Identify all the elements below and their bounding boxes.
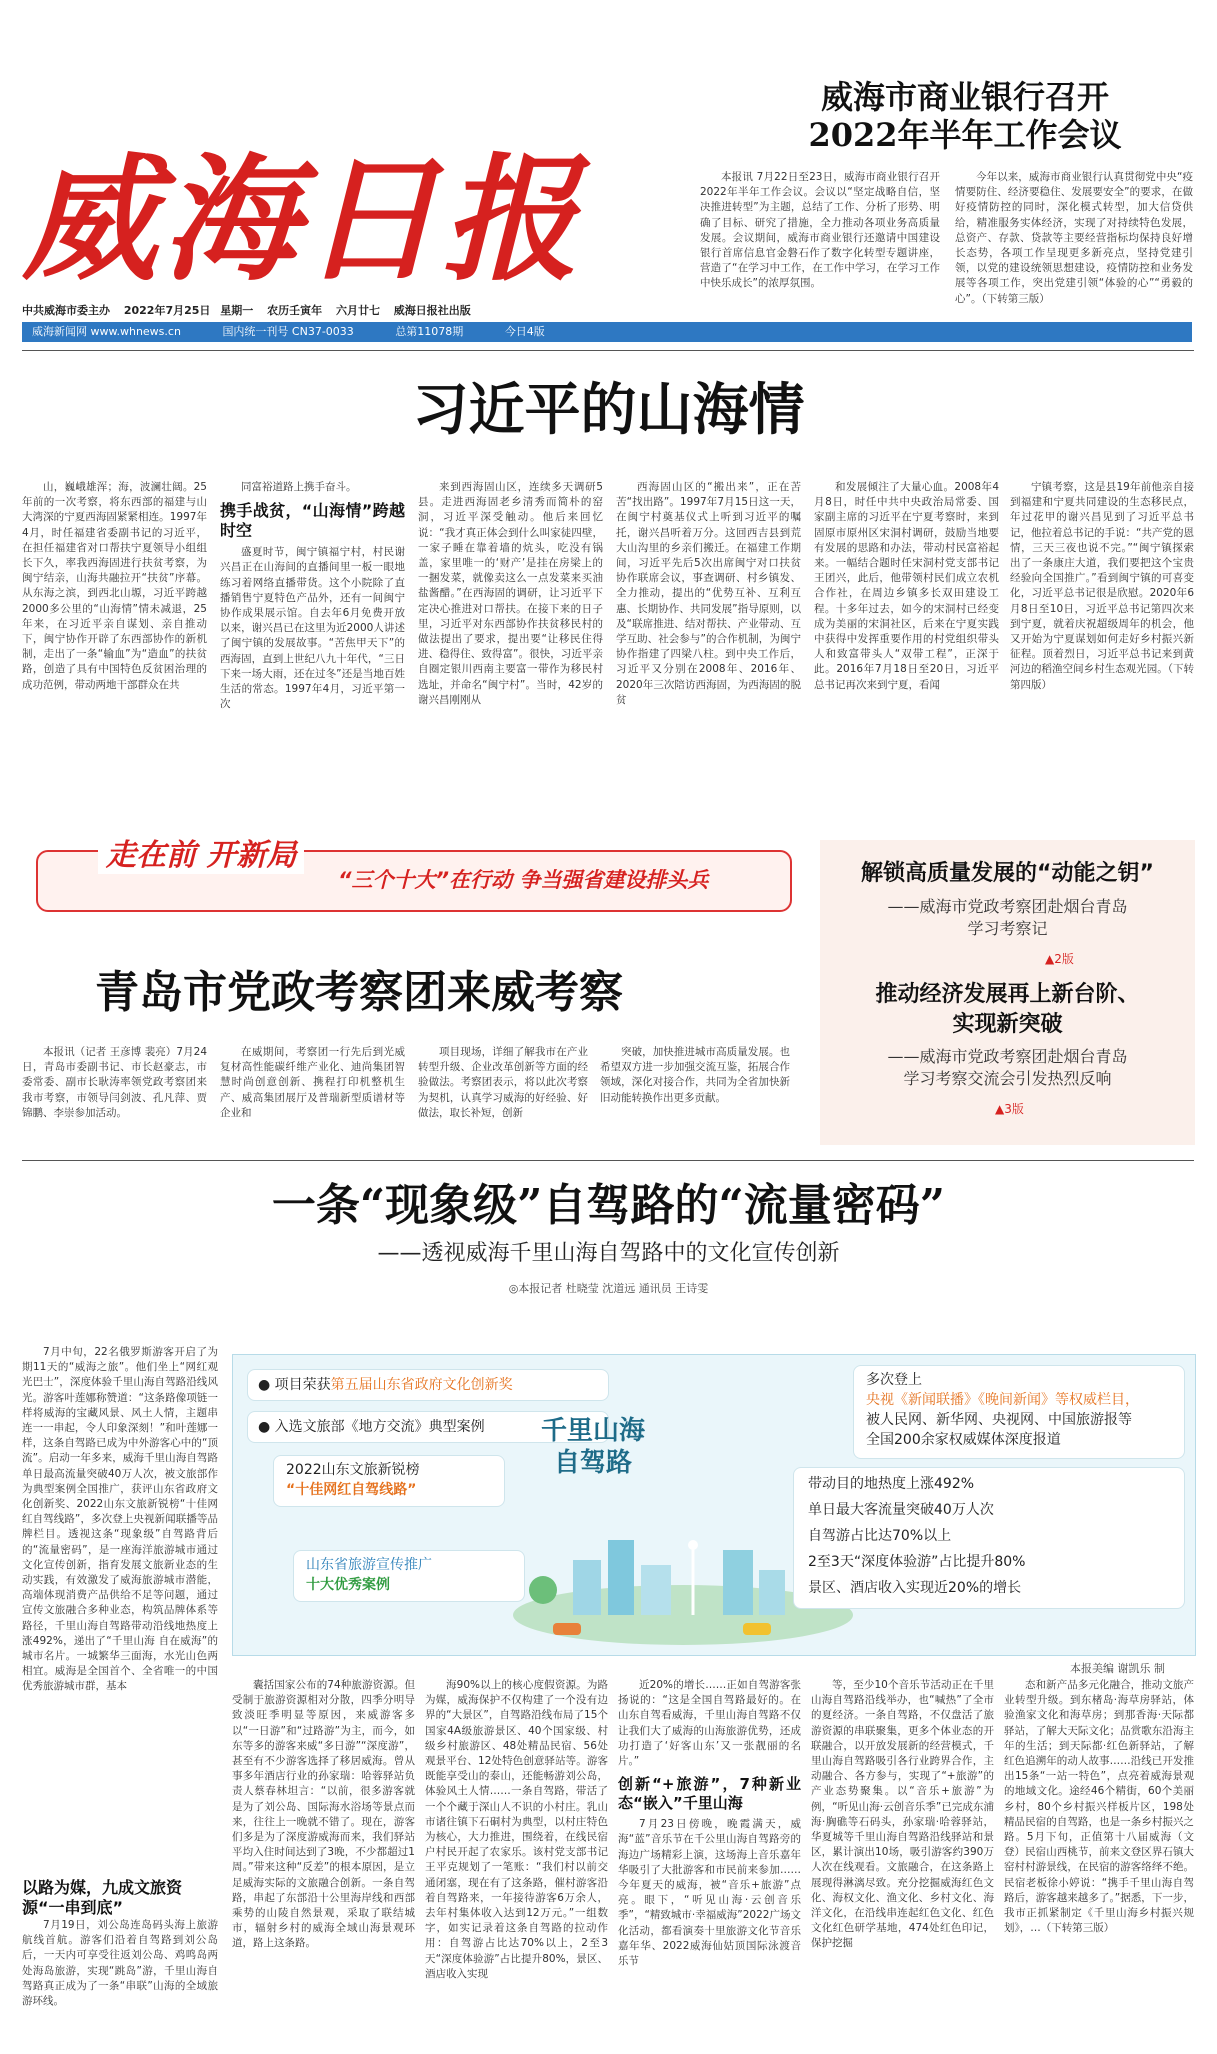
masthead-logo [22, 140, 587, 300]
info-tag-ranking-line1: 2022山东文旅新锐榜 [286, 1462, 420, 1478]
selfdrive-text-1: 囊括国家公布的74种旅游资源。但受制于旅游资源相对分散，四季分明导致淡旺季明显等原因，来威游客多以“一日游”和“过路游”为主，而今，如东等多的游客来威“多日游”“深度游”，甚至有不少游客选择了移居威海。曾从事多年酒店行业的孙家瑞：哈蓉驿站负责人蔡春林坦言：“以前，很多游客就是为了刘公岛、国际海水浴场等景点而来，往往上一晚就不错了。现在，游客们多是为了深度游威海而来，我们驿站平均入住时间达到了3晚，不少都超过1周。”带来这种“反差”的根本原因，是立足威海实际的文旅融合创新。一条自驾路，串起了东部沿十公里海岸线和西部乘势的山陵自然景观，采取了联结城市，辐射乡村的威海全域山海景观环道，路上这条路。 [232, 1679, 415, 1950]
selfdrive-left-text: 7月中旬，22名俄罗斯游客开启了为期11天的“威海之旅”。他们坐上“网红观光巴士”，深度体验千里山海自驾路沿线风光。游客叶莲娜称赞道：“这条路像项链一样将威海的宝藏风景、风土人情，主题串连一一串起，令人印象深刻！”和叶莲娜一样，这条自驾路已成为中外游客心中的“顶流”。启动一年多来，威海千里山海自驾路单日最高流量突破40万人次，被文旅部作为典型案例全国推广，获评山东省政府文化创新奖、2022山东文旅新锐榜“十佳网红自驾线路”，多次登上央视新闻联播等品牌栏目。透视这条“现象级”自驾路背后的“流量密码”，是一座海洋旅游城市通过文化宣传创新，指育发展文旅新业态的生动实践，有效激发了威海旅游城市潜能，高端体现消费产品供给不足等问题，通过宣传文旅融合多种业态，构筑品牌体系等路径，千里山海自驾路带动沿线地热度上涨492%，递出了“千里山海 自在威海”的城市名片。一城繁华三面海，水光山色两相宜。威海是全国首个、全省唯一的中国优秀旅游城市群，基本 [22, 1346, 218, 1693]
info-media-head: 多次登上 [866, 1372, 922, 1388]
info-media-line2: 被人民网、新华网、央视网、中国旅游报等 [866, 1412, 1132, 1428]
selfdrive-column-3 [618, 1678, 801, 2048]
feature-column-3 [418, 480, 603, 800]
publisher: 中共威海市委主办 [22, 304, 110, 317]
feature-headline: 习近平的山海情 [412, 377, 805, 443]
qingdao-column-1 [22, 1045, 207, 1145]
info-tag-promo-line1: 山东省旅游宣传推广 [306, 1557, 432, 1573]
selfdrive-column-1 [232, 1678, 415, 2048]
selfdrive-text-3a: 近20%的增长……正如自驾游客张扬说的：“这是全国自驾路最好的。在山东自驾看威海，千里山海自驾路不仅让我们大了威海的山海旅游优势，还成功打造了‘好客山东’又一张靓丽的名片。” [618, 1679, 801, 1768]
info-media-box [853, 1365, 1185, 1459]
info-center-title [533, 1415, 653, 1505]
website-link[interactable]: 威海新闻网 www.whnews.cn [32, 325, 181, 338]
divider [22, 350, 1194, 351]
banner-right-text: “三个十大”在行动 争当强省建设排头兵 [338, 868, 709, 892]
page-count: 今日4版 [504, 325, 545, 338]
info-tag-ranking [273, 1455, 505, 1507]
feature-text-1: 山，巍峨雄浑；海，波澜壮阔。25年前的一次考察，将东西部的福建与山大湾深的宁夏西海固紧紧相连。1997年4月，时任福建省委副书记的习近平，在担任福建省对口帮扶宁夏领导小组组长下久，率我西海固进行扶贫考察，为闽宁结亲，山海共融拉开“扶贫”序幕。从东海之滨，到西北山塬，习近平跨越2000多公里的“山海情”情未减退，25年来，在习近平亲自谋划、亲自推动下，闽宁协作开辟了东西部协作的新机制，走出了一条“输血”为“造血”的扶贫路，创造了具有中国特色反贫困治理的成功范例，带动两地干部群众在共 [22, 481, 207, 691]
feature-continued: （下转第四版） [1010, 663, 1194, 691]
divider [22, 1160, 1194, 1161]
feature-column-1 [22, 480, 207, 800]
info-stat-2: 单日最大客流量突破40万人次 [808, 1502, 994, 1518]
selfdrive-byline: ◎本报记者 杜晓莹 沈道远 通讯员 王诗雯 [508, 1282, 709, 1295]
feature-column-2 [220, 480, 405, 800]
feature-text-6: 宁镇考察，这是县19年前他亲自接到福建和宁夏共同建设的生态移民点，年过花甲的谢兴昌见到了习近平总书记，他拉着总书记的手说：“共产党的恩情，三天三夜也说不完。”“闽宁镇探索出了一条康庄大道，我们要把这个宝贵经验向全国推广。”看到闽宁镇的可喜变化，习近平总书记很是欣慰。2020年6月8日至10日，习近平总书记第四次来到宁夏，就着庆祝超级周年的机会，他又开始为宁夏谋划如何走好乡村振兴新征程。顶着烈日，习近平总书记来到黄河边的稻渔空间乡村生态观光园。 [1010, 481, 1194, 676]
issue-number: 总第11078期 [395, 325, 464, 338]
masthead-char-4: 报 [442, 140, 578, 300]
feature-column-5 [814, 480, 999, 800]
selfdrive-text-3b: 7月23日傍晚，晚霞满天，威海“蓝”音乐节在千公里山海自驾路旁的海边广场精彩上演，这场海上音乐嘉年华吸引了大批游客和市民前来参加……今年夏天的威海，被“音乐+旅游”点亮。眼下，“听见山海·云创音乐季”，“精致城市·幸福威海”2022广场文化活动，都看演奏十里旅游文化节音乐嘉年华、2022威海仙姑顶国际泳渡音乐节 [618, 1818, 801, 1968]
sidebar-item1-page[interactable]: ▲2版 [1045, 952, 1074, 966]
selfdrive-column-2 [425, 1678, 608, 2048]
issn-code: 国内统一刊号 CN37-0033 [222, 325, 354, 338]
feature-text-3: 来到西海固山区，连续多天调研5县。走进西海固老乡清秀而简朴的窑洞，习近平深受触动。他后来回忆说：“我才真正体会到什么叫家徒四壁，一家子睡在靠着墙的炕头，吃没有锅盖，家里唯一的‘财产’是挂在房梁上的一捆发菜，就像卖这么一点发菜来买油盐酱醋。”在西海固的调研，让习近平下定决心推进对口帮扶。在接下来的日子里，习近平对东西部协作扶贫移民村的做法提出了要求，提出要“让移民住得进、稳得住、致得富”。很快，习近平亲自圈定银川西南主要富一带作为移民村选址，并命名“闽宁村”。当时，42岁的谢兴昌刚刚从 [418, 481, 603, 706]
feature-column-6 [1010, 480, 1194, 800]
info-media-line1: 央视《新闻联播》《晚间新闻》等权威栏目， [866, 1392, 1139, 1408]
qingdao-column-4 [600, 1045, 790, 1145]
feature-column-4 [616, 480, 801, 800]
sidebar-item2-title-line2: 实现新突破 [952, 1012, 1063, 1037]
sidebar-item2-subtitle [820, 1046, 1195, 1090]
banner-left-text: 走在前 开新局 [98, 838, 304, 874]
info-tag-promo-line2: 十大优秀案例 [306, 1577, 390, 1593]
feature-text-5: 和发展倾注了大量心血。2008年4月8日，时任中共中央政治局常委、国家副主席的习近平在宁夏考察时，来到固原市原州区宋洞村调研，鼓励当地要有发展的思路和办法，带动村民富裕起来。一幅结合题时任宋洞村党支部书记王团兴，此后，他带领村民们成立农机合作社，在周边乡镇多长双田建设工程。十多年过去，如今的宋洞村已经变成为美丽的宋洞社区，后来在宁夏实践中获得中发挥重要作用的村党组织带头人和致富带头人“双带工程”，正深于此。2016年7月18日至20日，习近平总书记再次来到宁夏，看闻 [814, 481, 999, 691]
info-stat-3: 自驾游占比达70%以上 [808, 1528, 952, 1544]
top-story-headline-line2: 2022年半年工作会议 [808, 116, 1122, 154]
info-stat-4: 2至3天“深度体验游”占比提升80% [808, 1554, 1026, 1570]
info-media-line3: 全国200余家权威媒体深度报道 [866, 1432, 1061, 1448]
masthead-info-bar [22, 302, 562, 318]
top-story-column-2 [955, 170, 1193, 320]
info-tag-award [247, 1369, 609, 1401]
info-tag-case-text: ● 入选文旅部《地方交流》典型案例 [258, 1419, 485, 1435]
info-tag-award-pre: 项目荣获 [274, 1377, 331, 1393]
qingdao-column-2 [220, 1045, 405, 1145]
press-name: 威海日报社出版 [393, 304, 471, 317]
info-tag-case-label: 入选文旅部《地方交流》典型案例 [274, 1419, 485, 1435]
selfdrive-text-2: 海90%以上的核心度假资源。为路为媒，威海保护不仅构建了一个没有边界的“大景区”，自驾路沿线布局了15个国家4A级旅游景区、40个国家级、村级乡村旅游区、48处精品民宿、56处观景平台、12处特色创意驿站等。游客既能享受山的泰山，还能畅游刘公岛，体验风土人情……一条自驾路，带活了一个个藏于深山人不识的小村庄。乳山市诸往镇下石硐村为典型，以村庄特色为核心，大力推进，围绕着，在线民宿户村民开起了农家乐。该村党支部书记王平克规划了一笔账：“我们村以前交通闭塞，现在有了这条路，催村游客沿着自驾路来，一年接待游客6万余人，去年村集体收入达到12万元。”一组数字，如实记录着这条自驾路的拉动作用：自驾游占比达70%以上，2至3天“深度体验游”占比提升80%，景区、酒店收入实现 [425, 1679, 608, 1980]
issue-date: 2022年7月25日 [123, 304, 211, 317]
lunar-year: 农历壬寅年 [267, 304, 323, 317]
top-story-column-1 [700, 170, 940, 320]
sidebar-item2-page[interactable]: ▲3版 [995, 1102, 1024, 1116]
masthead-char-2: 海 [162, 140, 298, 300]
infographic-credit: 本报美编 谢凯乐 制 [1070, 1662, 1165, 1675]
selfdrive-infographic [232, 1354, 1196, 1656]
lunar-day: 六月廿七 [335, 304, 380, 317]
selfdrive-left-subhead: 以路为媒，九成文旅资源“一串到底” [22, 1878, 183, 1917]
sidebar-item2-title[interactable] [820, 980, 1195, 1040]
top-story-headline [755, 78, 1175, 154]
campaign-banner [36, 838, 792, 912]
selfdrive-left-column [22, 1345, 218, 1865]
selfdrive-continued: （下转第三版） [1040, 1922, 1115, 1935]
info-tag-ranking-line2: “十佳网红自驾线路” [286, 1482, 417, 1498]
info-stat-1: 带动目的地热度上涨492% [808, 1476, 975, 1492]
top-story-headline-line1: 威海市商业银行召开 [820, 78, 1109, 116]
selfdrive-text-5: 态和新产品多元化融合，推动文旅产业转型升级。到东楮岛·海草房驿站，体验渔家文化和海草房；到那香海·天际都驿站，了解大天际文化；品赏歌东沿海主年的生活；到天际都·红色新驿站，了解红色追溯年的动人故事……沿线已开发推出15条“一站一特色”，点亮着威海景观的地域文化。途经46个精街，60个美丽乡村，80个乡村振兴样板片区，198处精品民宿的自驾路，也是一条乡村振兴之路。5月下旬，正值第十八届威海（文登）民宿山西桃节，前来文登区界石镇大窑村村游景线，在民宿的游客络绎不绝。民宿老板徐小婷说：“携手千里山海自驾路后，游客越来越多了。”据悉，下一步，我市正抓紧制定《千里山海乡村振兴规划》，… [1004, 1679, 1194, 1935]
selfdrive-column-4 [811, 1678, 994, 2048]
qingdao-text-4: 突破，加快推进城市高质量发展。也希望双方进一步加强交流互鉴，拓展合作领域，深化对接合作，共同为全省加快新旧动能转换作出更多贡献。 [600, 1046, 790, 1104]
feature-subhead: 携手战贫，“山海情”跨越时空 [220, 501, 405, 541]
feature-text-2a: 同富裕道路上携手奋斗。 [241, 481, 357, 493]
top-story-text-1: 本报讯 7月22日至23日，威海市商业银行召开2022年半年工作会议。会议以“坚定战略自信，坚决推进转型”为主题，总结了工作、分析了形势、明确了目标、研究了措施，全力推动各项业务高质量发展。会议期间，威海市商业银行还邀请中国建设银行首席信息官金磐石作了数字化转型专题讲座，营造了“在学习中工作，在工作中学习，在学习工作中快乐成长”的浓厚氛围。 [700, 171, 940, 290]
qingdao-headline: 青岛市党政考察团来威考察 [95, 967, 623, 1018]
masthead-char-3: 日 [302, 140, 438, 300]
selfdrive-subheadline: ——透视威海千里山海自驾路中的文化宣传创新 [377, 1241, 840, 1266]
selfdrive-subhead-2: 创新“+旅游”，7种新业态“嵌入”千里山海 [618, 1775, 801, 1813]
info-center-line1: 千里山海 [540, 1416, 645, 1446]
qingdao-text-1: 本报讯（记者 王彦博 裴亮）7月24日，青岛市委副书记、市长赵豪志，市委常委、副市长耿涛率领党政考察团来我市考察，市领导闫剑波、孔凡萍、贾锦鹏、李崇参加活动。 [22, 1046, 207, 1119]
sidebar-item2-sub-line1: ——威海市党政考察团赴烟台青岛 [887, 1047, 1128, 1066]
feature-text-4: 西海固山区的“搬出来”，正在苦苦“找出路”。1997年7月15日这一天，在闽宁村奠基仪式上听到习近平的嘱托，谢兴昌听着万分。这回西吉县到荒大山沟里的乡亲们搬迁。在福建工作期间，习近平先后5次出席闽宁对口扶贫协作联席会议，事查调研、村乡镇发、全力推动，提出的“优势互补、互利互惠、长期协作、共同发展”指导原则，以及“联席推进、结对帮扶、产业带动、互学互助、社会参与”的合作机制，为闽宁协作指建了四梁八柱。到中央工作后，习近平又分别在2008年、2016年、2020年三次陪访西海固，为西海固的脱贫 [616, 481, 801, 706]
selfdrive-column-5 [1004, 1678, 1194, 2048]
selfdrive-headline: 一条“现象级”自驾路的“流量密码” [271, 1180, 946, 1231]
qingdao-text-3: 项目现场，详细了解我市在产业转型升级、企业改革创新等方面的经验做法。考察团表示，将以此次考察为契机，认真学习威海的好经验、好做法，取长补短，创新 [418, 1046, 588, 1119]
info-tag-promo [293, 1550, 525, 1602]
sidebar-item2-sub-line2: 学习考察交流会引发热烈反响 [903, 1069, 1112, 1088]
info-tag-award-highlight: 第五届山东省政府文化创新奖 [330, 1377, 513, 1393]
sidebar-item1-subtitle [820, 896, 1195, 940]
top-story-continued: （下转第三版） [981, 292, 1050, 305]
selfdrive-left-column-tail [22, 1918, 218, 2038]
selfdrive-left-tail-text: 7月19日，刘公岛连岛码头海上旅游航线首航。游客们沿着自驾路到刘公岛后，一天内可享受往返刘公岛、鸡鸣岛两处海岛旅游，实现“跳岛”游，千里山海自驾路真正成为了一条“串联”山海的全域旅游环线。 [22, 1919, 218, 2008]
sidebar-box [820, 840, 1195, 1145]
sidebar-item1-sub-line2: 学习考察记 [967, 919, 1048, 938]
weekday: 星期一 [220, 304, 254, 317]
info-stat-5: 景区、酒店收入实现近20%的增长 [808, 1580, 1022, 1596]
sidebar-item1-title[interactable]: 解锁高质量发展的“动能之钥” [861, 861, 1154, 886]
info-stats-box [793, 1467, 1185, 1609]
top-story-text-2: 今年以来，威海市商业银行认真贯彻党中央“疫情要防住、经济要稳住、发展要安全”的要求，在做好疫情防控的同时，深化模式转型，加大信贷供给，精准服务实体经济，实现了对持续特色发展，总资产、存款、贷款等主要经营指标均保持良好增长态势，各项工作呈现更多新亮点，坚持党建引领，以党的建设统领思想建设，疫情防控和业务发展等各项工作，突出党建引领“体验的心”“勇毅的心”。 [955, 171, 1193, 305]
info-center-line2: 自驾路 [553, 1448, 632, 1478]
feature-text-2b: 盛夏时节，闽宁镇福宁村，村民谢兴昌正在山海间的直播间里一板一眼地练习着网络直播带货。这个小院除了直播销售宁夏特色产品外，还有一间闽宁协作成果展示馆。自去年6月免费开放以来，谢兴昌已在这里为近2000人讲述了闽宁镇的发展故事。“苦焦甲天下”的西海固，直到上世纪八九十年代，“三日下来一场大雨，还在过冬”还是当地百姓生活的常态。1997年4月，习近平第一次 [220, 546, 405, 711]
qingdao-text-2: 在威期间，考察团一行先后到光威复材高性能碳纤维产业化、迪尚集团智慧时尚创意创新、携程打印机整机生产、威高集团展厅及普瑞新型质谱材等企业和 [220, 1046, 405, 1119]
info-tag-award-text: ● 项目荣获第五届山东省政府文化创新奖 [258, 1377, 513, 1393]
sidebar-item2-title-line1: 推动经济发展再上新台阶、 [875, 982, 1140, 1007]
qingdao-column-3 [418, 1045, 588, 1145]
sidebar-item1-sub-line1: ——威海市党政考察团赴烟台青岛 [887, 897, 1128, 916]
masthead-char-1: 威 [22, 140, 158, 300]
selfdrive-text-4: 等，至少10个音乐节活动正在千里山海自驾路沿线举办，也“喊热”了全市的夏经济。一条自驾路，不仅盘活了旅游资源的串联聚集，更多个体业态的开联融合，以开放发展新的经营模式，千里山海自驾路吸引各行业跨界合作，主动融合、各方参与，实现了“+旅游”的产业态势聚集。以“音乐+旅游”为例，“听见山海·云创音乐季”已完成东浦海·胸礁等石码头，孙家瑞·哈蓉驿站，华夏城等千里山海自驾路沿线驿站和景区，累计演出10场，吸引游客约390万人次在线观看。文旅融合，在这条路上展现得淋漓尽致。充分挖掘威海红色文化、海权文化、渔文化、乡村文化、海洋文化，在沿线串连起红色文化、红色文化红色研学基地，474处红色印记，保护挖掘 [811, 1679, 994, 1950]
masthead-blue-bar [22, 322, 1192, 342]
